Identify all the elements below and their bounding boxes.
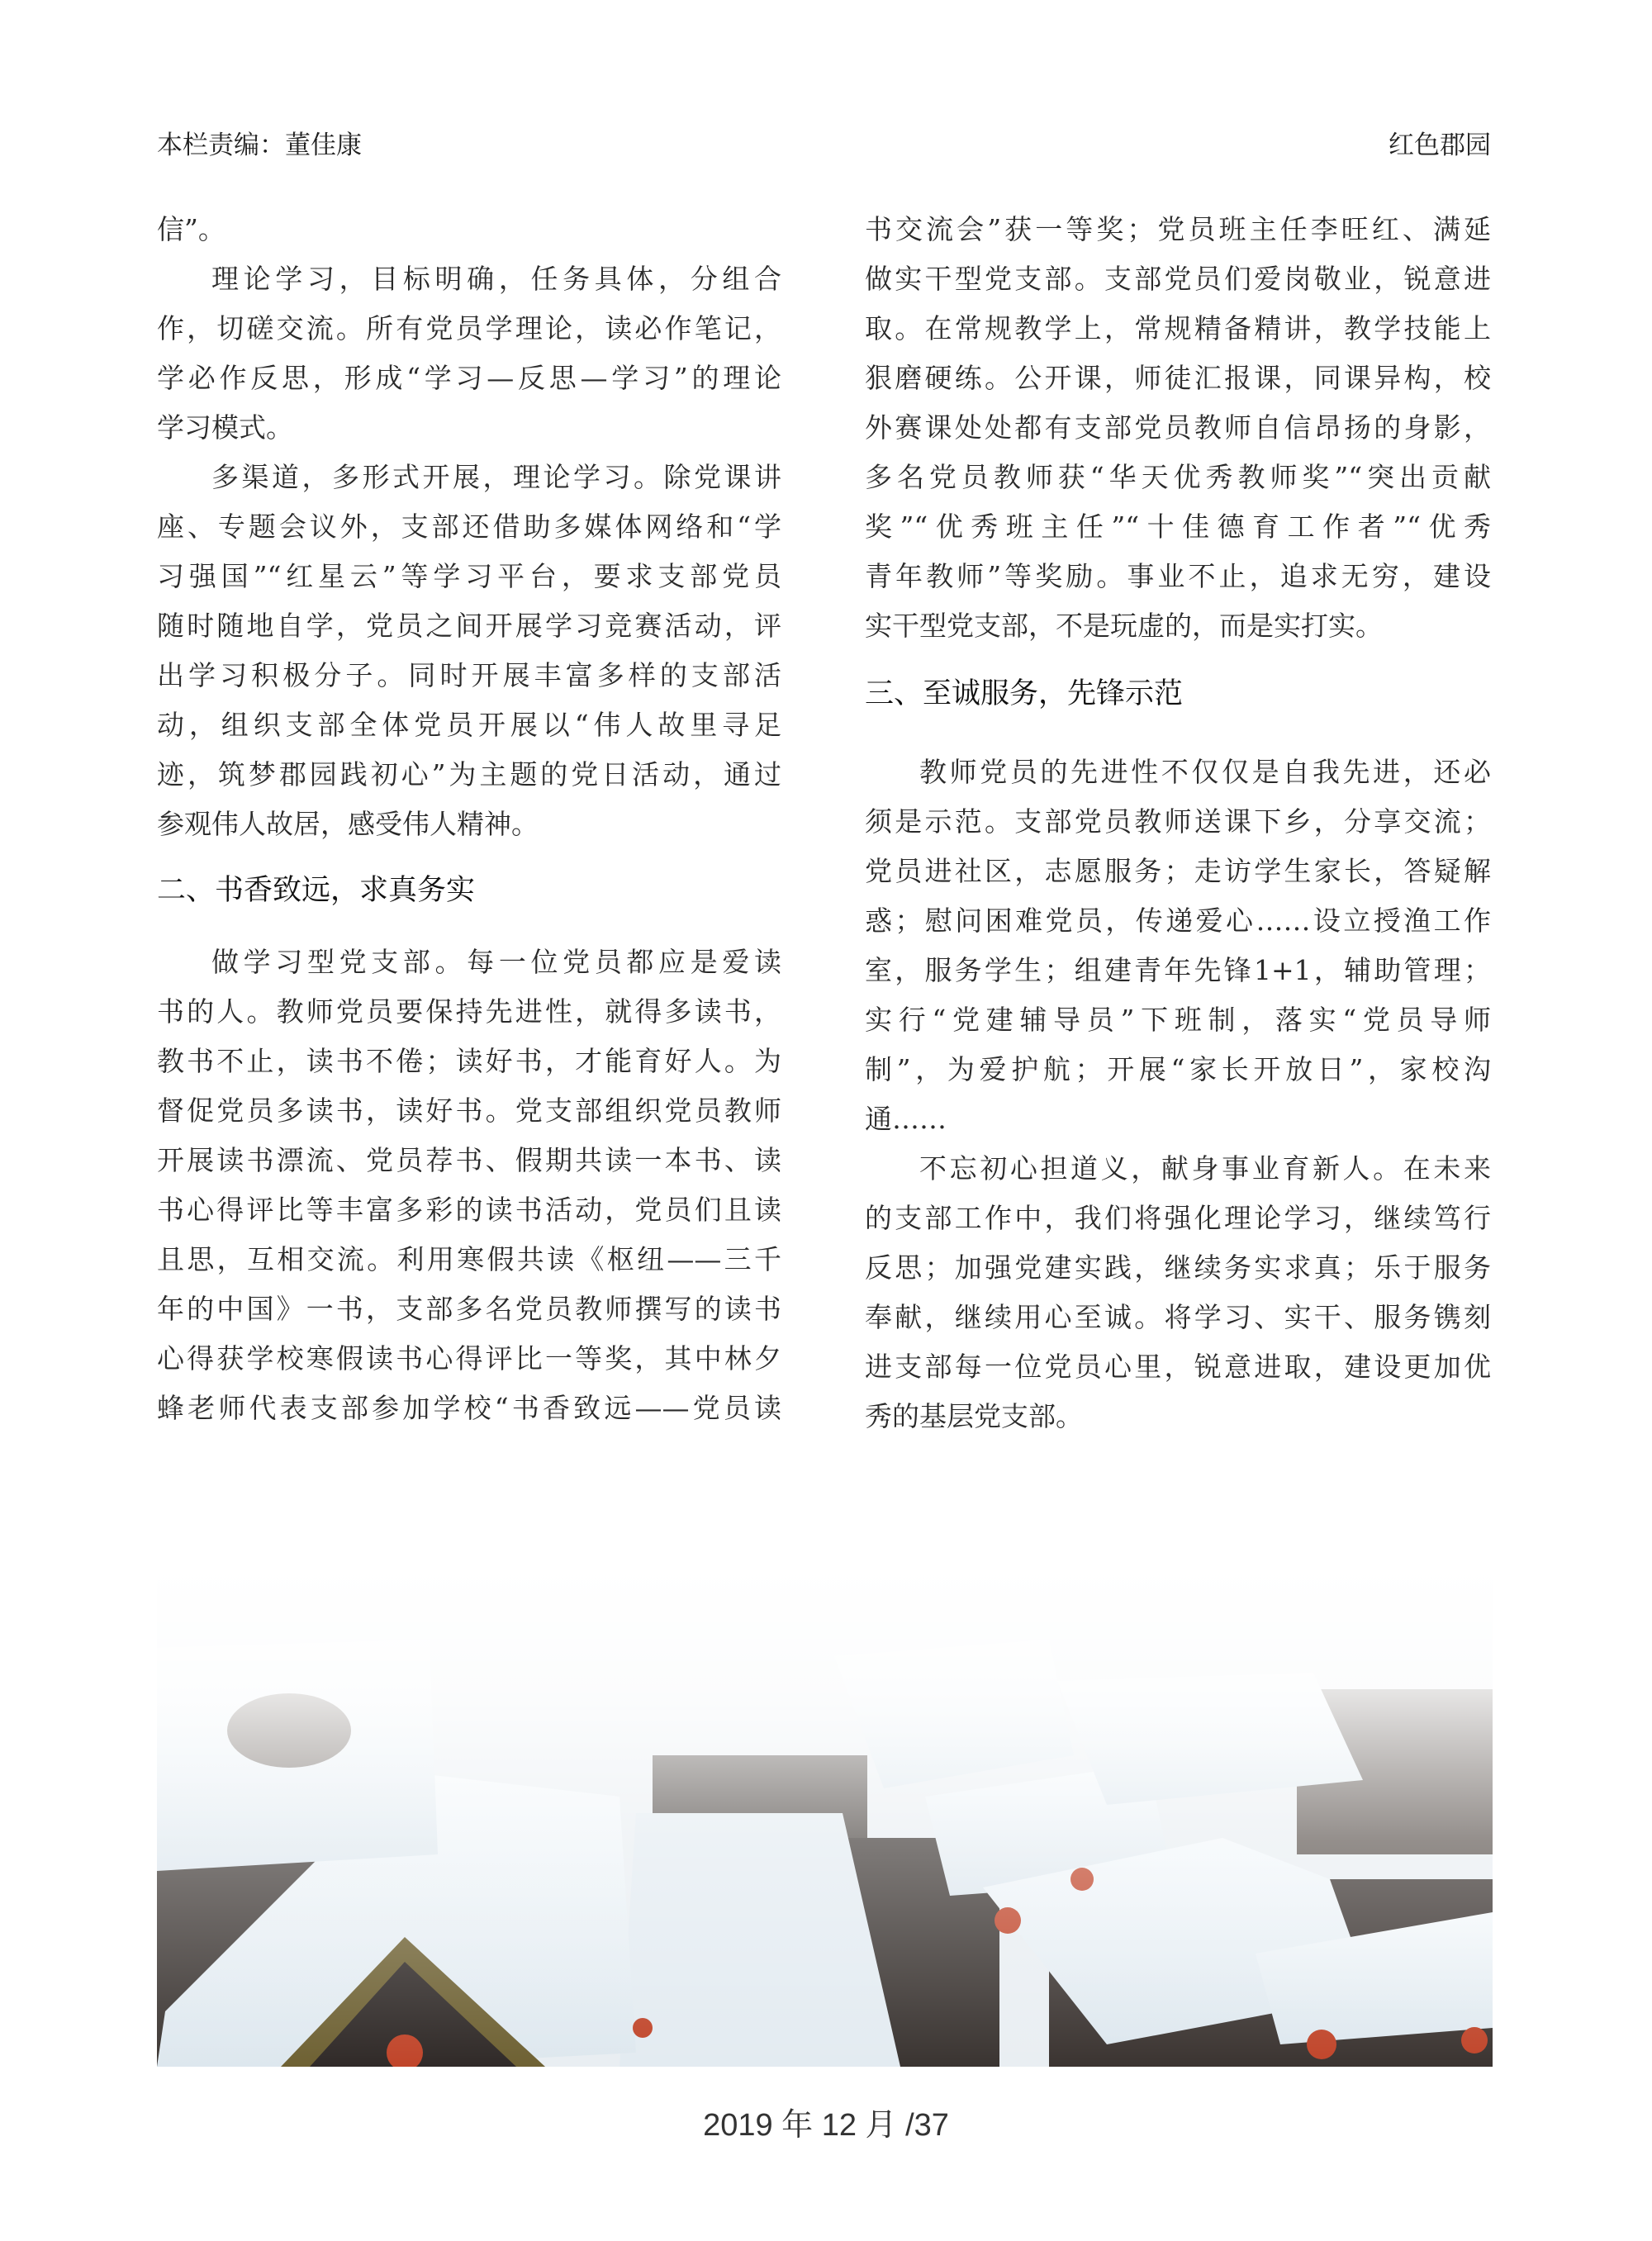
text-line: 教师党员的先进性不仅仅是自我先进，还必 <box>919 756 1491 788</box>
text-line: 的支部工作中，我们将强化理论学习，继续笃行 <box>865 1202 1491 1234</box>
text-line: 室，服务学生；组建青年先锋1+1，辅助管理； <box>865 954 1491 986</box>
text-line: 须是示范。支部党员教师送课下乡，分享交流； <box>865 805 1491 838</box>
text-line: 动，组织支部全体党员开展以“伟人故里寻足 <box>157 709 781 741</box>
text-line: 书心得评比等丰富多彩的读书活动，党员们且读 <box>157 1194 781 1226</box>
text-line: 制”，为爱护航；开展“家长开放日”，家校沟 <box>865 1053 1491 1085</box>
snow-rooftops-illustration <box>157 1565 1493 2067</box>
text-line: 奖”“优秀班主任”“十佳德育工作者”“优秀 <box>865 510 1491 543</box>
text-line: 书的人。教师党员要保持先进性，就得多读书， <box>157 995 781 1028</box>
text-line: 多渠道，多形式开展，理论学习。除党课讲 <box>211 461 781 493</box>
text-line: 座、专题会议外，支部还借助多媒体网络和“学 <box>157 510 781 543</box>
text-line: 习强国”“红星云”等学习平台，要求支部党员 <box>157 560 781 592</box>
text-line: 蜂老师代表支部参加学校“书香致远——党员读 <box>157 1392 781 1424</box>
text-line: 书交流会”获一等奖；党员班主任李旺红、满延 <box>865 213 1491 245</box>
text-line: 实行“党建辅导员”下班制，落实“党员导师 <box>865 1004 1491 1036</box>
snow-village-photo <box>157 1565 1493 2067</box>
text-line: 奉献，继续用心至诚。将学习、实干、服务镌刻 <box>865 1301 1491 1333</box>
text-line: 狠磨硬练。公开课，师徒汇报课，同课异构，校 <box>865 362 1491 394</box>
text-line: 迹，筑梦郡园践初心”为主题的党日活动，通过 <box>157 758 781 791</box>
text-line: 反思；加强党建实践，继续务实求真；乐于服务 <box>865 1251 1491 1284</box>
section-heading: 三、至诚服务，先锋示范 <box>865 677 1184 710</box>
text-line: 取。在常规教学上，常规精备精讲，教学技能上 <box>865 312 1491 344</box>
text-line: 且思，互相交流。利用寒假共读《枢纽——三千 <box>157 1243 781 1275</box>
fog-overlay <box>157 1565 1493 2067</box>
text-line: 作，切磋交流。所有党员学理论，读必作笔记， <box>157 312 781 344</box>
text-line: 进支部每一位党员心里，锐意进取，建设更加优 <box>865 1351 1491 1383</box>
text-line: 惑；慰问困难党员，传递爱心……设立授渔工作 <box>865 904 1491 937</box>
text-line: 参观伟人故居，感受伟人精神。 <box>157 808 539 840</box>
text-line: 开展读书漂流、党员荐书、假期共读一本书、读 <box>157 1144 781 1176</box>
text-line: 实干型党支部，不是玩虚的，而是实打实。 <box>865 610 1383 642</box>
section-heading: 二、书香致远，求真务实 <box>157 874 476 907</box>
text-line: 秀的基层党支部。 <box>865 1400 1083 1432</box>
text-line: 学必作反思，形成“学习—反思—学习”的理论 <box>157 362 781 394</box>
text-line: 做实干型党支部。支部党员们爱岗敬业，锐意进 <box>865 263 1491 295</box>
text-line: 督促党员多读书，读好书。党支部组织党员教师 <box>157 1094 781 1127</box>
text-line: 学习模式。 <box>157 411 293 444</box>
text-line: 党员进社区，志愿服务；走访学生家长，答疑解 <box>865 855 1491 887</box>
text-line: 多名党员教师获“华天优秀教师奖”“突出贡献 <box>865 461 1491 493</box>
issue-page-number: 2019 年 12 月 /37 <box>703 2108 949 2143</box>
text-line: 青年教师”等奖励。事业不止，追求无穷，建设 <box>865 560 1491 592</box>
column-name: 红色郡园 <box>1389 131 1491 160</box>
text-line: 通…… <box>865 1103 947 1135</box>
text-line: 心得获学校寒假读书心得评比一等奖，其中林夕 <box>157 1342 781 1375</box>
text-line: 外赛课处处都有支部党员教师自信昂扬的身影， <box>865 411 1491 444</box>
text-line: 做学习型党支部。每一位党员都应是爱读 <box>211 946 781 978</box>
text-line: 教书不止，读书不倦；读好书，才能育好人。为 <box>157 1045 781 1077</box>
column-editor: 本栏责编：董佳康 <box>157 131 362 160</box>
text-line: 随时随地自学，党员之间开展学习竞赛活动，评 <box>157 610 781 642</box>
text-line: 信”。 <box>157 213 225 245</box>
text-line: 不忘初心担道义，献身事业育新人。在未来 <box>919 1152 1491 1185</box>
text-line: 出学习积极分子。同时开展丰富多样的支部活 <box>157 659 781 691</box>
text-line: 年的中国》一书，支部多名党员教师撰写的读书 <box>157 1293 781 1325</box>
text-line: 理论学习，目标明确，任务具体，分组合 <box>211 263 781 295</box>
